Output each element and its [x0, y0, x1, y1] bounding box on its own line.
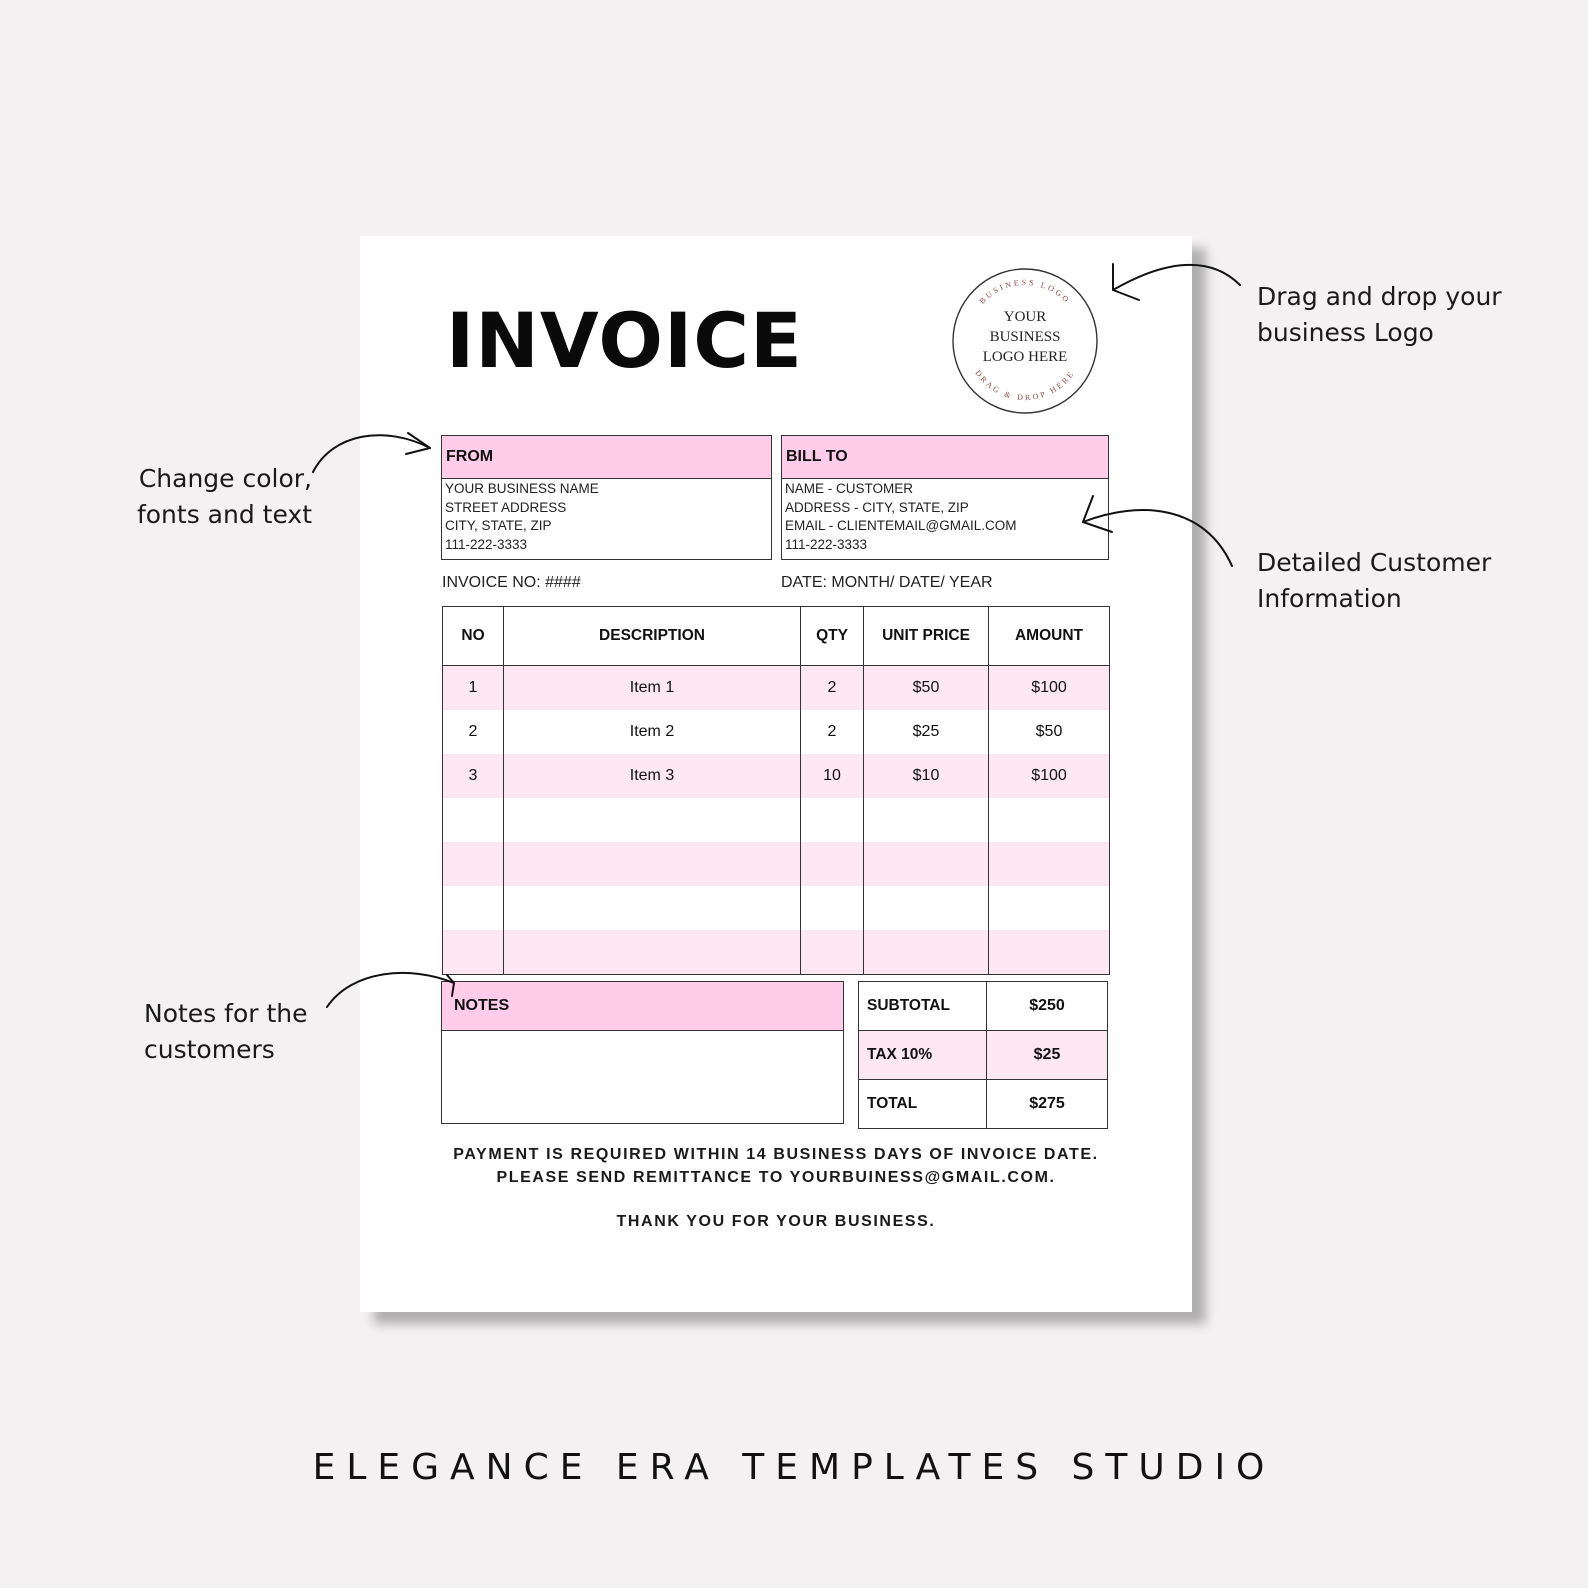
arrow-customer	[1083, 510, 1232, 566]
col-header-amount: AMOUNT	[989, 607, 1110, 666]
arrow-colors	[313, 435, 430, 472]
cell-description[interactable]: Item 3	[504, 754, 801, 798]
arrow-notes	[327, 973, 454, 1007]
logo-line-2: BUSINESS	[989, 329, 1061, 345]
invoice-title: INVOICE	[446, 296, 803, 385]
cell-description[interactable]: Item 1	[504, 666, 801, 711]
total-label: TOTAL	[859, 1080, 987, 1129]
logo-ring-top: BUSINESS LOGO	[977, 277, 1073, 306]
cell-amount[interactable]: $50	[989, 710, 1110, 754]
arrow-notes-head	[447, 975, 454, 996]
annotation-notes-line-1: Notes for the	[144, 999, 308, 1028]
annotation-customer	[1257, 545, 1491, 617]
annotation-customer-line-2: Information	[1257, 584, 1402, 613]
cell-amount[interactable]: $100	[989, 754, 1110, 798]
logo-line-3: LOGO HERE	[982, 349, 1068, 365]
col-header-description: DESCRIPTION	[504, 607, 801, 666]
from-street-address[interactable]: STREET ADDRESS	[445, 499, 567, 515]
from-phone[interactable]: 111-222-3333	[445, 536, 528, 552]
cell-unit-price[interactable]: $10	[864, 754, 989, 798]
from-city-state-zip[interactable]: CITY, STATE, ZIP	[445, 518, 552, 533]
annotation-customer-line-1: Detailed Customer	[1257, 548, 1492, 577]
cell-amount[interactable]: $100	[989, 666, 1110, 711]
cell-qty[interactable]: 10	[801, 754, 864, 798]
cell-no[interactable]: 1	[443, 666, 504, 711]
cell-qty[interactable]: 2	[801, 710, 864, 754]
arrow-logo	[1113, 265, 1240, 290]
annotation-colors	[110, 461, 312, 533]
payment-terms-line-1: PAYMENT IS REQUIRED WITHIN 14 BUSINESS DAYS OF INVOICE DATE.	[453, 1146, 1099, 1163]
cell-no[interactable]: 3	[443, 754, 504, 798]
tax-value[interactable]: $25	[987, 1031, 1108, 1080]
cell-description[interactable]: Item 2	[504, 710, 801, 754]
cell-no[interactable]: 2	[443, 710, 504, 754]
logo-ring-bottom: DRAG & DROP HERE	[973, 368, 1077, 403]
invoice-number[interactable]: INVOICE NO: ####	[442, 574, 581, 591]
subtotal-label: SUBTOTAL	[859, 982, 987, 1031]
invoice-date[interactable]: DATE: MONTH/ DATE/ YEAR	[781, 574, 993, 591]
tax-label: TAX 10%	[859, 1031, 987, 1080]
bill-to-heading: BILL TO	[782, 436, 1108, 479]
logo-line-1: YOUR	[1003, 309, 1047, 325]
annotation-logo	[1257, 279, 1502, 351]
cell-qty[interactable]: 2	[801, 666, 864, 711]
notes-heading: NOTES	[442, 982, 843, 1031]
annotation-notes-line-2: customers	[144, 1035, 275, 1064]
cell-unit-price[interactable]: $50	[864, 666, 989, 711]
col-header-unit-price: UNIT PRICE	[864, 607, 989, 666]
bill-to-address[interactable]: ADDRESS - CITY, STATE, ZIP	[785, 499, 969, 515]
thank-you-note: THANK YOU FOR YOUR BUSINESS.	[616, 1213, 936, 1230]
annotation-logo-line-1: Drag and drop your	[1257, 282, 1502, 311]
from-business-name[interactable]: YOUR BUSINESS NAME	[445, 481, 599, 496]
subtotal-value[interactable]: $250	[987, 982, 1108, 1031]
col-header-qty: QTY	[801, 607, 864, 666]
payment-terms-line-2: PLEASE SEND REMITTANCE TO YOURBUINESS@GMAIL.COM.	[496, 1169, 1056, 1186]
annotation-logo-line-2: business Logo	[1257, 318, 1434, 347]
total-value[interactable]: $275	[987, 1080, 1108, 1129]
annotation-colors-line-2: fonts and text	[136, 500, 312, 529]
annotation-notes	[144, 996, 308, 1068]
col-header-no: NO	[443, 607, 504, 666]
from-heading: FROM	[442, 436, 771, 479]
bill-to-email[interactable]: EMAIL - CLIENTEMAIL@GMAIL.COM	[785, 518, 1017, 533]
brand-name: ELEGANCE ERA TEMPLATES STUDIO	[312, 1447, 1276, 1488]
cell-unit-price[interactable]: $25	[864, 710, 989, 754]
annotation-colors-line-1: Change color,	[138, 464, 312, 493]
bill-to-phone[interactable]: 111-222-3333	[785, 536, 868, 552]
bill-to-customer-name[interactable]: NAME - CUSTOMER	[785, 481, 914, 496]
